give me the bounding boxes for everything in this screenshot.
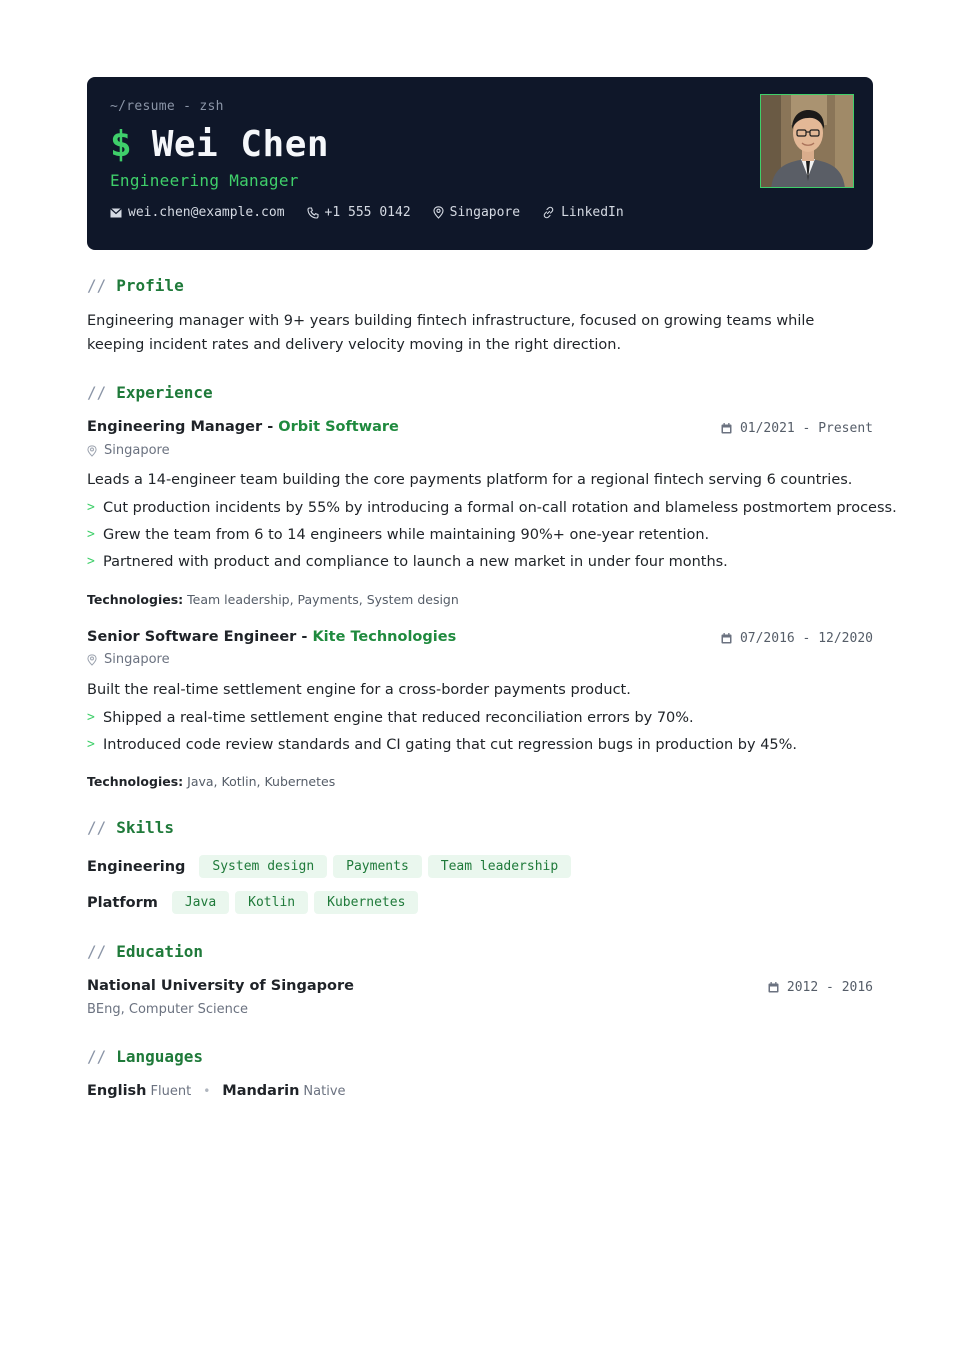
calendar-icon — [768, 982, 779, 993]
list-item: > Shipped a real-time settlement engine that reduced reconciliation errors by 70%. — [87, 710, 694, 726]
job-title-2: Senior Software Engineer - Kite Technologies — [87, 629, 457, 645]
company-name: Kite Technologies — [312, 629, 457, 645]
language-name: English — [87, 1083, 147, 1099]
terminal-prompt-path: ~/resume - zsh — [110, 99, 224, 114]
skill-chip: Kotlin — [235, 891, 308, 914]
contact-location — [433, 205, 520, 220]
header-card — [87, 77, 873, 250]
job-summary-1: Leads a 14-engineer team building the core payments platform for a regional fintech serving 6 countries. — [87, 472, 853, 488]
skill-category: Platform — [87, 894, 158, 911]
phone-icon — [307, 207, 319, 219]
section-title-skills: // Skills — [87, 818, 175, 837]
location-pin-icon — [87, 654, 97, 666]
candidate-name: Wei Chen — [151, 124, 330, 165]
job-summary-2: Built the real-time settlement engine for a cross-border payments product. — [87, 682, 631, 698]
skill-chip: Team leadership — [428, 855, 571, 878]
skill-chip: Payments — [333, 855, 422, 878]
location-pin-icon — [87, 445, 97, 457]
link-icon — [542, 206, 555, 219]
email-text: wei.chen@example.com — [128, 205, 285, 220]
job-location-2: Singapore — [87, 652, 170, 667]
calendar-icon — [721, 633, 732, 644]
name-row — [110, 124, 850, 165]
prompt-symbol: $ — [110, 124, 132, 165]
job-dates-1: 01/2021 - Present — [721, 421, 873, 436]
job-dates-2: 07/2016 - 12/2020 — [721, 631, 873, 646]
skill-chip: System design — [199, 855, 327, 878]
section-title-languages: // Languages — [87, 1047, 203, 1066]
list-item: > Partnered with product and compliance to launch a new market in under four months. — [87, 554, 728, 570]
calendar-icon — [721, 423, 732, 434]
candidate-role: Engineering Manager — [110, 171, 299, 190]
skill-row-engineering — [87, 855, 577, 878]
profile-photo — [760, 94, 854, 188]
language-level: Fluent — [150, 1084, 192, 1099]
job-title-1: Engineering Manager - Orbit Software — [87, 419, 399, 435]
language-name: Mandarin — [222, 1083, 300, 1099]
skill-category: Engineering — [87, 858, 186, 875]
language-separator: • — [203, 1084, 211, 1098]
language-level: Native — [303, 1084, 346, 1099]
contact-email[interactable] — [110, 205, 285, 220]
list-item: > Grew the team from 6 to 14 engineers while maintaining 90%+ one-year retention. — [87, 527, 710, 543]
contact-list — [110, 205, 850, 220]
language-list — [87, 1083, 346, 1099]
list-item: > Introduced code review standards and CI gating that cut regression bugs in production by 45%. — [87, 737, 798, 753]
job-technologies-2: Technologies: Java, Kotlin, Kubernetes — [87, 774, 336, 789]
company-name: Orbit Software — [278, 419, 399, 435]
location-pin-icon — [433, 206, 444, 219]
linkedin-text: LinkedIn — [561, 205, 624, 220]
profile-summary: Engineering manager with 9+ years building fintech infrastructure, focused on growing teams while keeping incident rates and delivery velocity moving in the right direction. — [87, 313, 815, 353]
job-technologies-1: Technologies: Team leadership, Payments, System design — [87, 592, 459, 607]
skill-row-platform — [87, 891, 424, 914]
contact-linkedin[interactable] — [542, 205, 624, 220]
education-degree: BEng, Computer Science — [87, 1002, 249, 1017]
section-title-education: // Education — [87, 942, 203, 961]
list-item: > Cut production incidents by 55% by introducing a formal on-call rotation and blameless postmortem process. — [87, 500, 897, 516]
section-title-profile: // Profile — [87, 276, 184, 295]
contact-phone[interactable] — [307, 205, 411, 220]
section-title-experience: // Experience — [87, 383, 213, 402]
education-dates: 2012 - 2016 — [768, 980, 873, 995]
skill-chip: Java — [172, 891, 229, 914]
phone-text: +1 555 0142 — [324, 205, 411, 220]
skill-chip: Kubernetes — [314, 891, 418, 914]
mail-icon — [110, 208, 122, 218]
job-location-1: Singapore — [87, 443, 170, 458]
education-school: National University of Singapore — [87, 978, 354, 994]
location-text: Singapore — [449, 205, 521, 220]
